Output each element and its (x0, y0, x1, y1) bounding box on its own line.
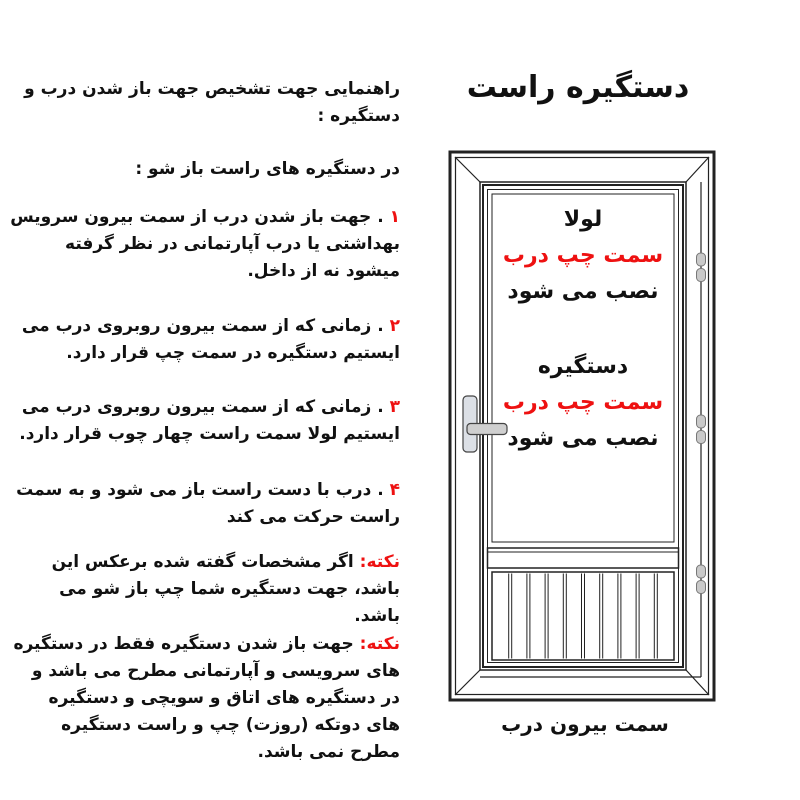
item-separator: . (371, 480, 390, 500)
handle-side-label (483, 349, 683, 457)
instruction-item-1 (10, 204, 400, 285)
hinge-side-label (483, 202, 683, 310)
note-label: نکته: (359, 634, 400, 654)
handle-label-line1: دستگیره (537, 354, 629, 379)
item-number: ۴ (389, 480, 400, 500)
note-label: نکته: (359, 552, 400, 572)
item-text: زمانی که از سمت بیرون روبروی درب می ایستیم لولا سمت راست چهار چوب قرار دارد. (19, 397, 400, 444)
note-2 (10, 631, 400, 766)
item-separator: . (371, 316, 390, 336)
hinge-label-line1: لولا (563, 207, 603, 232)
instruction-item-2 (10, 313, 400, 367)
item-number: ۱ (389, 207, 400, 227)
note-text: اگر مشخصات گفته شده برعکس این باشد، جهت دستگیره شما چپ باز شو می باشد. (51, 552, 400, 626)
item-text: درب با دست راست باز می شود و به سمت راست حرکت می کند (16, 480, 400, 527)
instruction-item-4 (10, 477, 400, 531)
page-title: دستگیره راست (466, 70, 690, 105)
item-text: جهت باز شدن درب از سمت بیرون سرویس بهداشتی یا درب آپارتمانی در نظر گرفته میشود نه از داخل. (10, 207, 400, 281)
item-separator: . (371, 397, 390, 417)
item-text: زمانی که از سمت بیرون روبروی درب می ایستیم دستگیره در سمت چپ قرار دارد. (21, 316, 400, 363)
handle-label-line2: سمت چپ درب (502, 390, 664, 415)
hinge-label-line3: نصب می شود (507, 279, 659, 304)
instructions-intro: راهنمایی جهت تشخیص جهت باز شدن درب و دستگیره : (24, 79, 400, 126)
item-number: ۲ (389, 316, 400, 336)
item-separator: . (371, 207, 390, 227)
item-number: ۳ (389, 397, 400, 417)
handle-label-line3: نصب می شود (507, 426, 659, 451)
instruction-item-3 (10, 394, 400, 448)
note-1 (10, 549, 400, 630)
note-text: جهت باز شدن دستگیره فقط در دستگیره های سرویسی و آپارتمانی مطرح می باشد و در دستگیره های اتاق و سویچی و دستگیره های دوتکه (روزت) چپ و راست دستگیره مطرح نمی باشد. (13, 634, 400, 762)
instructions-subtitle: در دستگیره های راست باز شو : (135, 159, 400, 179)
hinge-label-line2: سمت چپ درب (502, 243, 664, 268)
outside-label: سمت بیرون درب (501, 712, 669, 736)
